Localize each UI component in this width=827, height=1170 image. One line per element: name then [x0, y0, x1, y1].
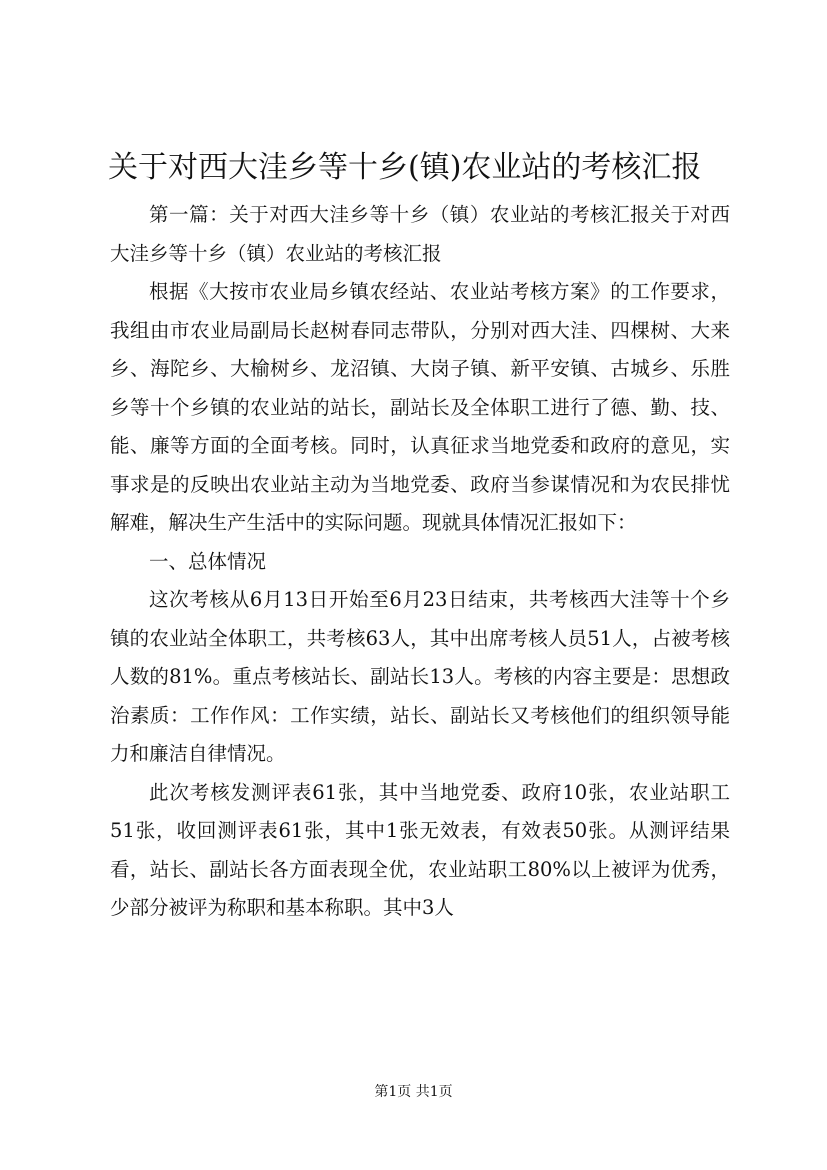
paragraph-background: 根据《大按市农业局乡镇农经站、农业站考核方案》的工作要求，我组由市农业局副局长赵树春同志带队，分别对西大洼、四棵树、大来乡、海陀乡、大榆树乡、龙沼镇、大岗子镇、新平安镇、古城乡、乐胜乡等十个乡镇的农业站的站长，副站长及全体职工进行了德、勤、技、能、廉等方面的全面考核。同时，认真征求当地党委和政府的意见，实事求是的反映出农业站主动为当地党委、政府当参谋情况和为农民排忧解难，解决生产生活中的实际问题。现就具体情况汇报如下： — [110, 280, 730, 534]
section-heading-overview: 一、总体情况 — [149, 549, 267, 573]
paragraph-assessment-scope: 这次考核从6月13日开始至6月23日结束，共考核西大洼等十个乡镇的农业站全体职工，共考核63人，其中出席考核人员51人，占被考核人数的81%。重点考核站长、副站长13人。考核的内容主要是：思想政治素质：工作作风：工作实绩，站长、副站长又考核他们的组织领导能力和廉洁自律情况。 — [110, 588, 730, 765]
paragraph-intro: 第一篇：关于对西大洼乡等十乡（镇）农业站的考核汇报关于对西大洼乡等十乡（镇）农业站的考核汇报 — [110, 203, 730, 265]
document-body — [110, 196, 730, 928]
document-title: 关于对西大洼乡等十乡(镇)农业站的考核汇报 — [108, 150, 702, 185]
paragraph-evaluation-results: 此次考核发测评表61张，其中当地党委、政府10张，农业站职工51张，收回测评表61张，其中1张无效表，有效表50张。从测评结果看，站长、副站长各方面表现全优，农业站职工80%以上被评为优秀，少部分被评为称职和基本称职。其中3人 — [110, 780, 730, 919]
page-footer: 第1页 共1页 — [374, 1084, 453, 1100]
